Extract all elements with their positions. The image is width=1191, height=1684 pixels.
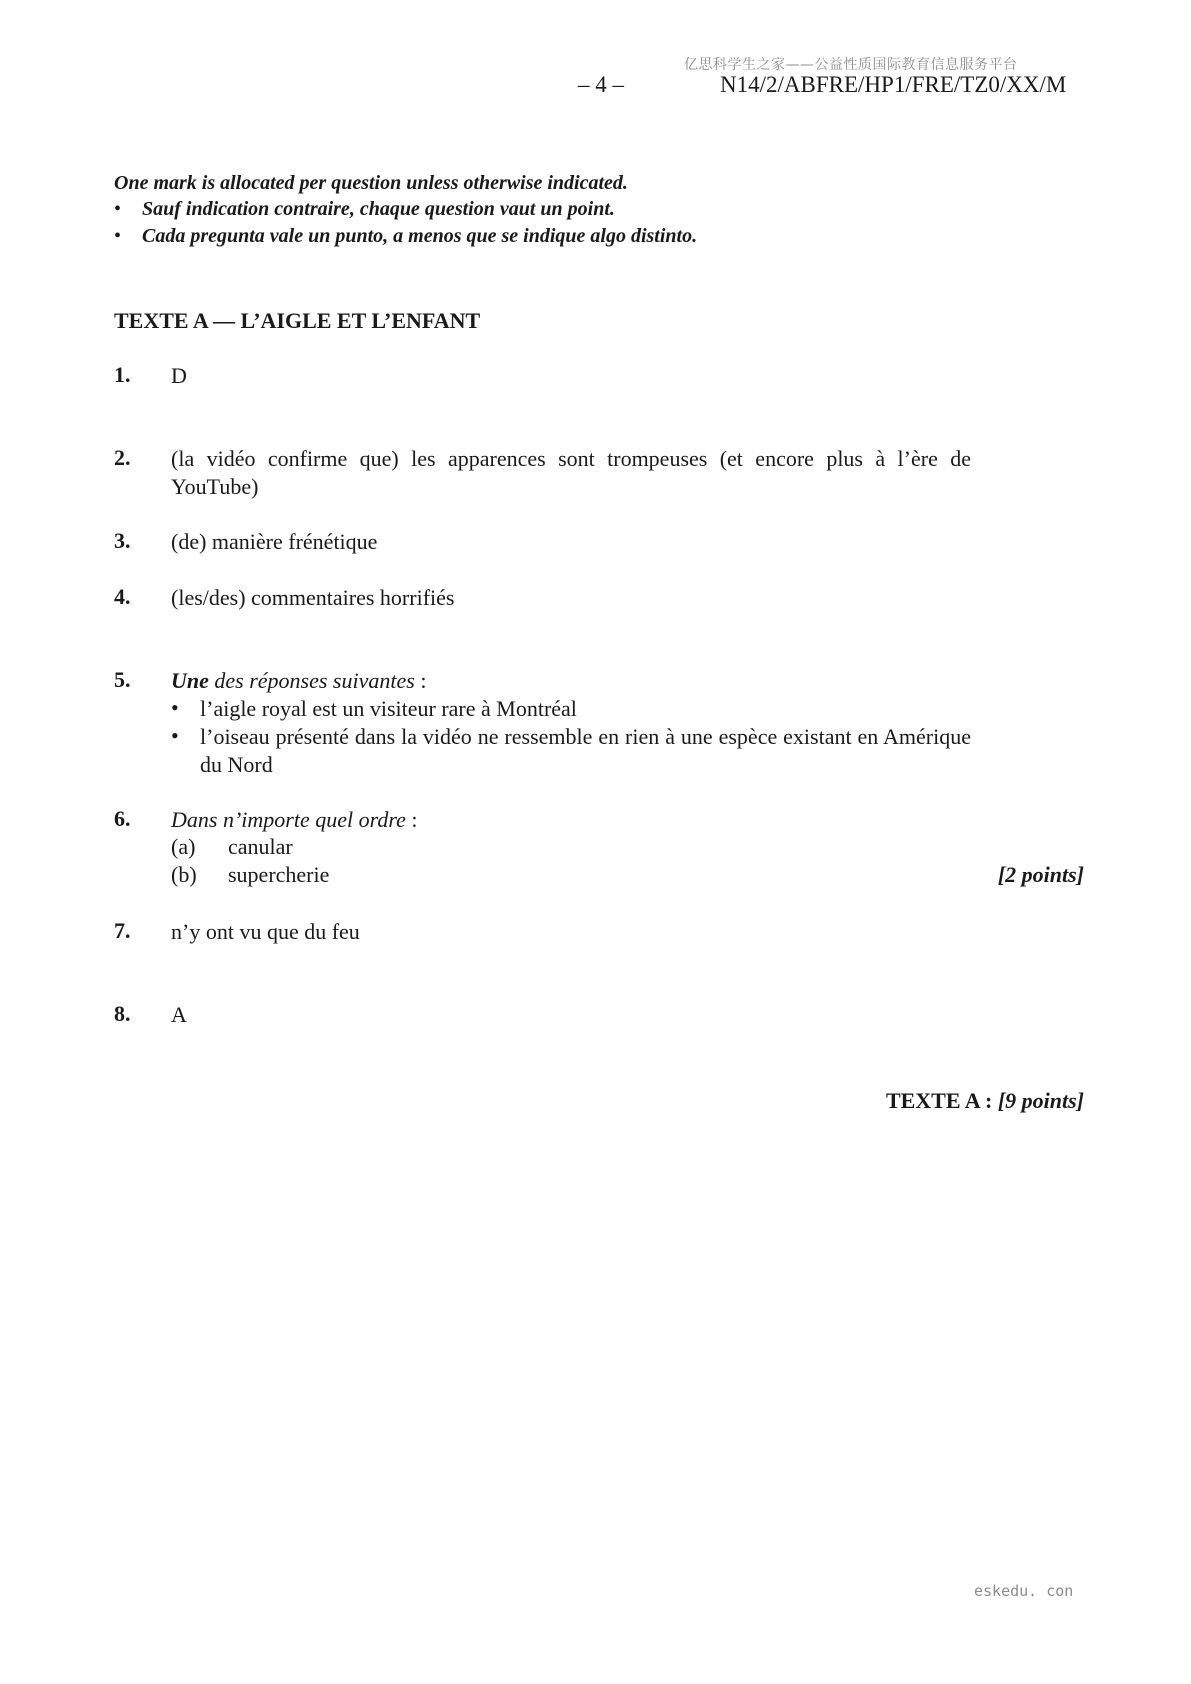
question-number-1: 1. xyxy=(114,362,131,387)
answer-3: (de) manière frénétique xyxy=(171,529,378,554)
answer-7: n’y ont vu que du feu xyxy=(171,919,360,944)
answer-5-option-1: l’aigle royal est un visiteur rare à Montréal xyxy=(200,696,577,721)
question-number-5: 5. xyxy=(114,667,131,692)
intro-colon: : xyxy=(405,807,418,832)
bullet-icon: • xyxy=(114,198,122,220)
part-label-b: (b) xyxy=(171,862,197,887)
part-label-a: (a) xyxy=(171,834,196,859)
question-number-2: 2. xyxy=(114,445,131,470)
watermark-text: 亿思科学生之家——公益性质国际教育信息服务平台 xyxy=(684,57,1018,73)
total-points: [9 points] xyxy=(997,1088,1084,1113)
bullet-icon: • xyxy=(171,695,179,720)
points-note-6: [2 points] xyxy=(997,862,1084,887)
question-number-6: 6. xyxy=(114,806,131,831)
section-total xyxy=(886,1088,1084,1114)
question-number-7: 7. xyxy=(114,918,131,943)
instruction-french: Sauf indication contraire, chaque question vaut un point. xyxy=(142,198,615,220)
answer-2: (la vidéo confirme que) les apparences sont trompeuses (et encore plus à l’ère de YouTube) xyxy=(171,446,971,499)
question-number-4: 4. xyxy=(114,584,131,609)
document-code: N14/2/ABFRE/HP1/FRE/TZ0/XX/M xyxy=(720,72,1067,97)
answer-5-option-2: l’oiseau présenté dans la vidéo ne ressemble en rien à une espèce existant en Amérique du Nord xyxy=(200,724,971,777)
intro-text: Dans n’importe quel ordre xyxy=(171,807,406,832)
instruction-spanish: Cada pregunta vale un punto, a menos que se indique algo distinto. xyxy=(142,225,698,247)
instruction-english: One mark is allocated per question unless otherwise indicated. xyxy=(114,172,628,194)
answer-6a: canular xyxy=(228,834,293,859)
answer-6b: supercherie xyxy=(228,862,330,887)
bullet-icon: • xyxy=(171,723,179,748)
total-label: TEXTE A : xyxy=(885,1088,998,1113)
intro-emphasis: Une xyxy=(171,668,209,693)
intro-colon: : xyxy=(414,668,427,693)
question-number-3: 3. xyxy=(114,528,131,553)
answer-5-intro xyxy=(171,667,426,695)
section-title: TEXTE A — L’AIGLE ET L’ENFANT xyxy=(114,308,481,333)
footer-site-mark: eskedu. con xyxy=(974,1582,1074,1600)
answer-4: (les/des) commentaires horrifiés xyxy=(171,585,455,610)
question-number-8: 8. xyxy=(114,1001,131,1026)
answer-8: A xyxy=(171,1002,187,1027)
page-number: – 4 – xyxy=(578,72,624,97)
answer-1: D xyxy=(171,363,187,388)
answer-6-intro xyxy=(171,806,417,834)
intro-text: des réponses suivantes xyxy=(208,668,415,693)
bullet-icon: • xyxy=(114,225,122,247)
